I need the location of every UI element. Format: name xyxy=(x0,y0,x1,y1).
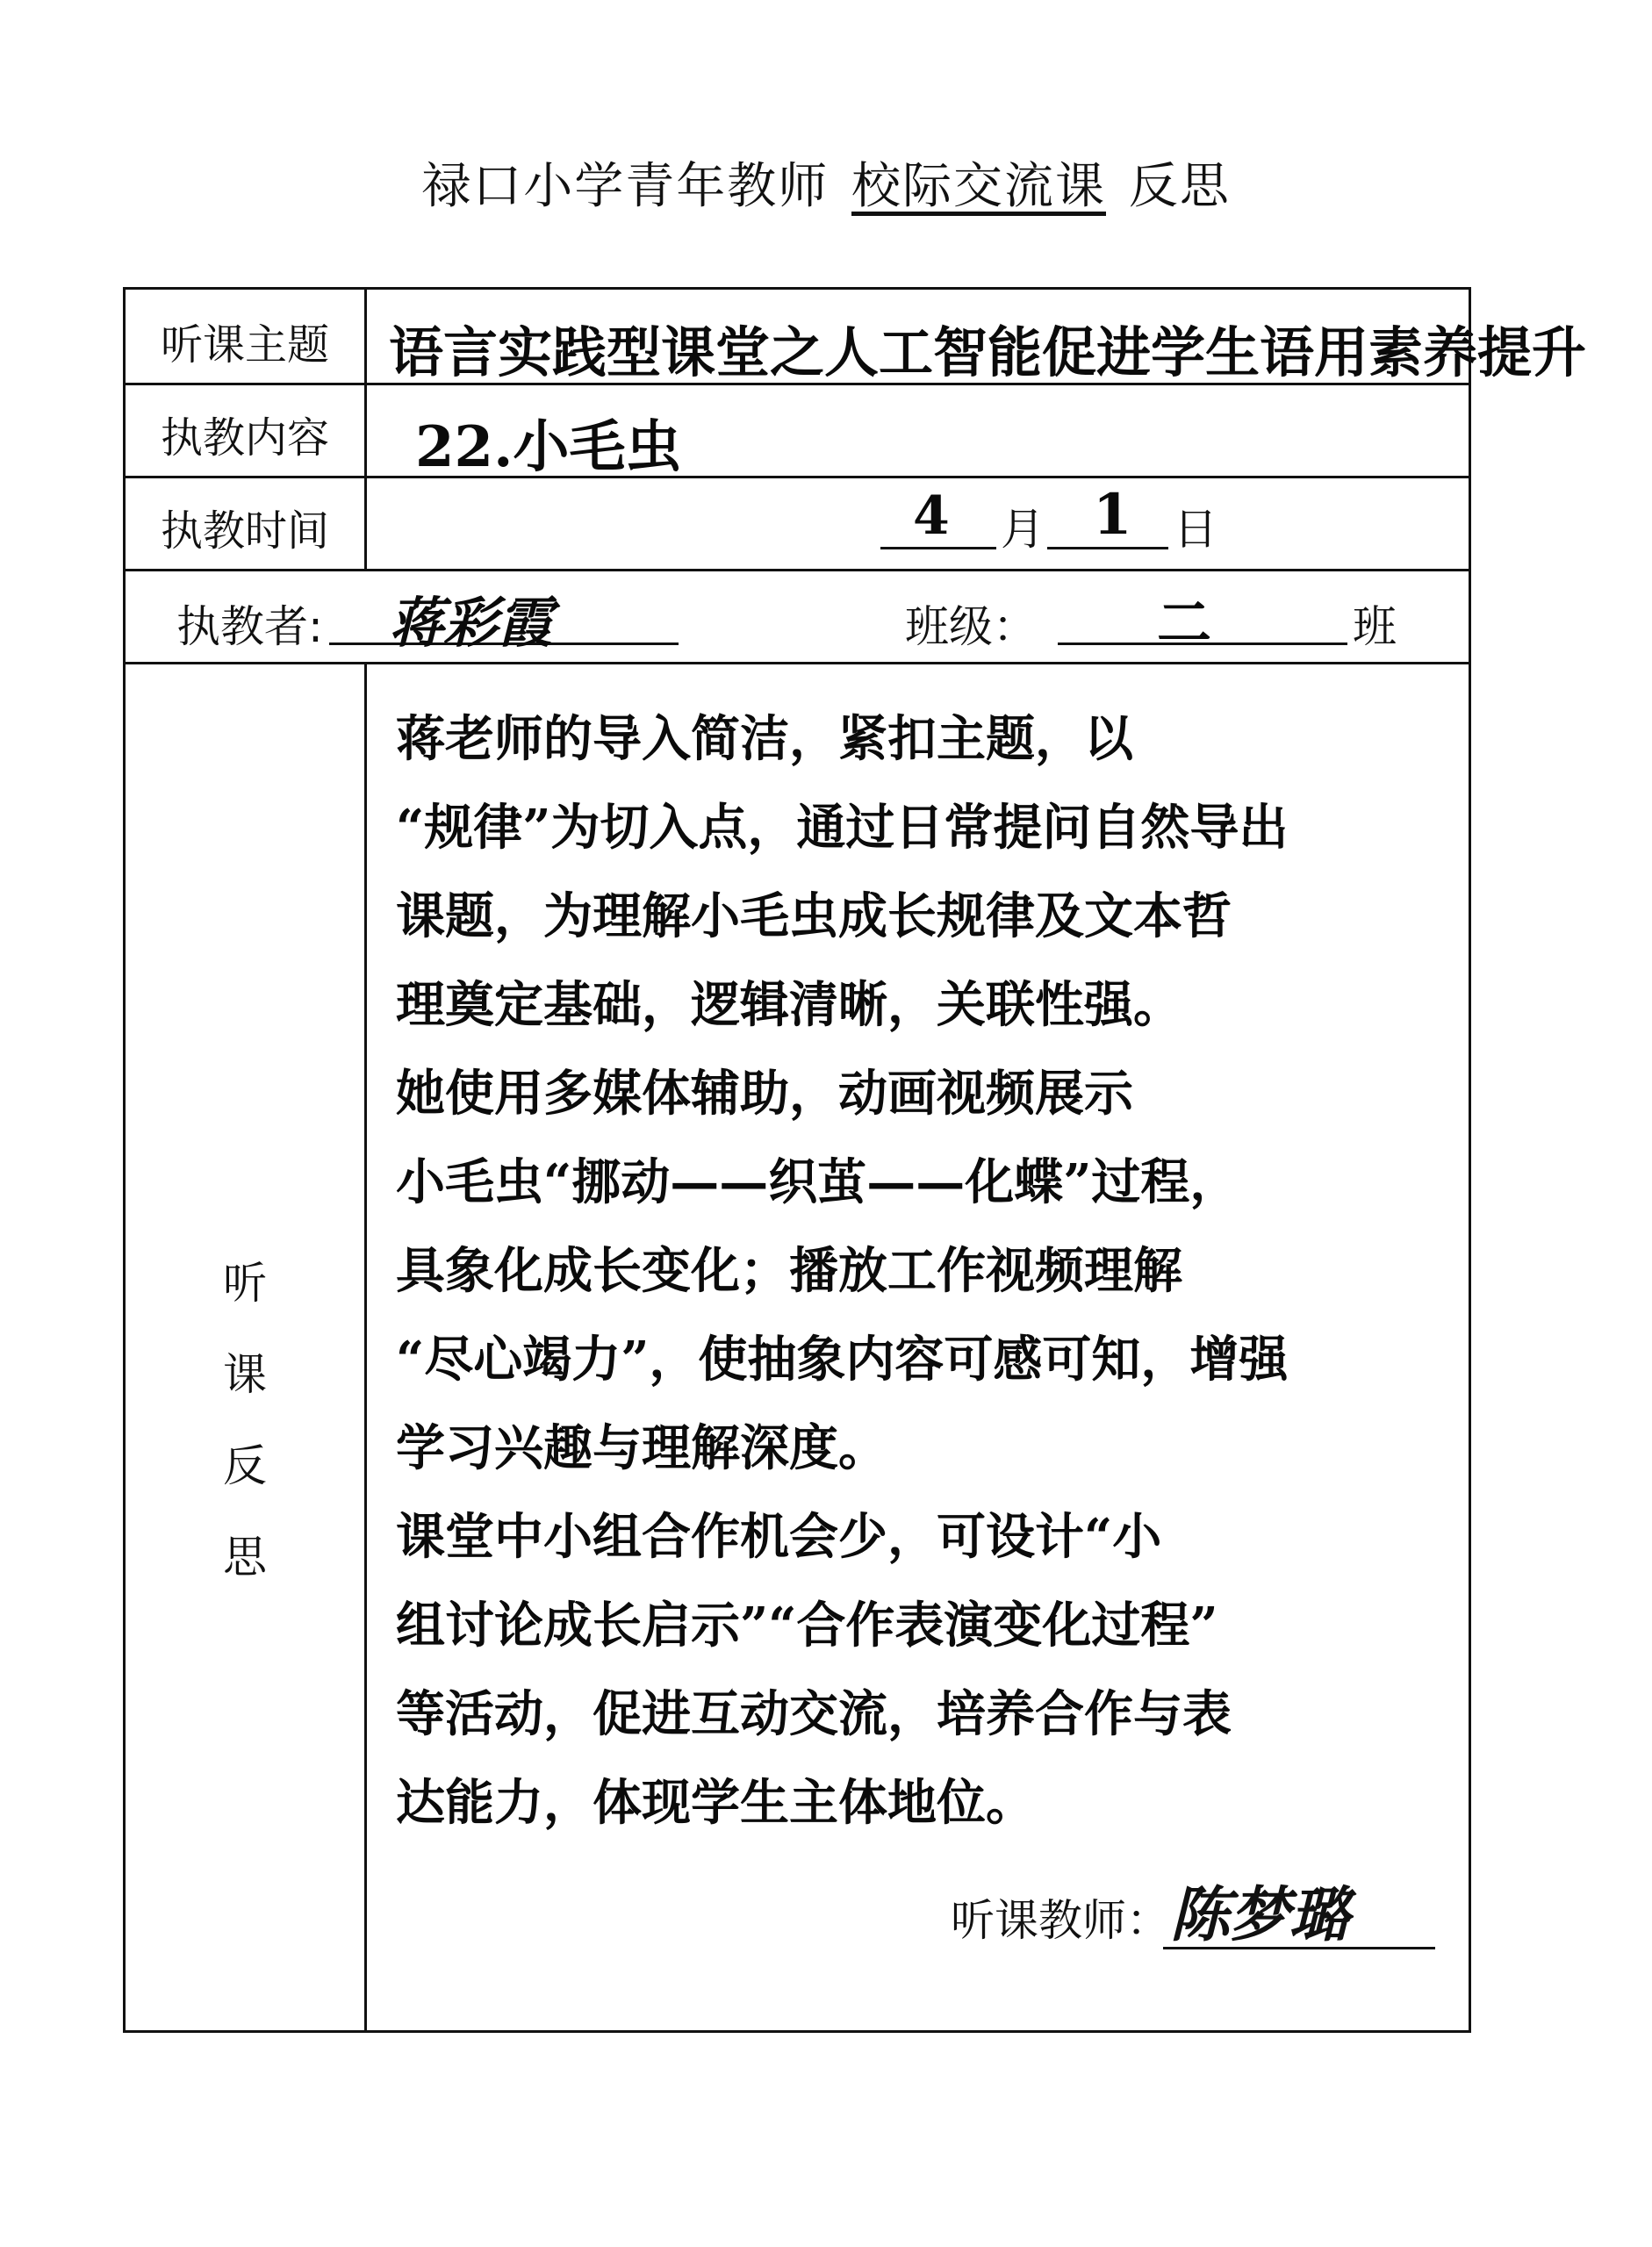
page-title xyxy=(0,147,1652,218)
date-row xyxy=(364,478,1469,571)
teacher-label: 执教者: xyxy=(176,601,323,652)
reflection-text xyxy=(396,695,1440,1848)
column-divider xyxy=(364,662,367,2030)
content-value: 22.小毛虫 xyxy=(415,414,682,480)
reflection-paragraph: 蒋老师的导入简洁，紧扣主题，以 “规律”为切入点，通过日常提问自然导出 课题，为理解小毛虫成长规律及文本哲 理奠定基础，逻辑清晰，关联性强。 xyxy=(396,710,1289,1034)
day-label: 日 xyxy=(1174,504,1217,555)
content-label: 执教内容 xyxy=(160,413,329,463)
listener-signature: 陈梦璐 xyxy=(1170,1880,1350,1950)
teacher-value: 蒋彩霞 xyxy=(389,591,553,655)
reflection-label xyxy=(126,1238,364,1603)
day-value: 1 xyxy=(1093,482,1132,548)
reflection-form xyxy=(123,287,1587,2033)
signature-underline xyxy=(1163,1947,1435,1949)
topic-label: 听课主题 xyxy=(160,320,329,370)
title-suffix: 反思 xyxy=(1128,158,1231,215)
topic-value: 语言实践型课堂之人工智能促进学生语用素养提升 xyxy=(389,320,1587,384)
reflection-label-char: 思 xyxy=(223,1532,267,1583)
time-label: 执教时间 xyxy=(160,506,329,556)
reflection-label-char: 听 xyxy=(223,1258,267,1309)
reflection-paragraph: 她使用多媒体辅助，动画视频展示 小毛虫“挪动——织茧——化蝶”过程， 具象化成长变化；播放工作视频理解 “尽心竭力”，使抽象内容可感可知，增强 学习兴趣与理解深度。 xyxy=(396,1065,1289,1477)
class-label: 班级： xyxy=(905,601,1037,652)
title-course-type: 校际交流课 xyxy=(851,158,1106,215)
title-prefix: 禄口小学青年教师 xyxy=(421,158,830,215)
reflection-label-char: 反 xyxy=(223,1440,267,1491)
reflection-paragraph: 课堂中小组合作机会少，可设计“小 组讨论成长启示”“合作表演变化过程” 等活动，促进互动交流，培养合作与表 达能力，体现学生主体地位。 xyxy=(396,1508,1232,1832)
class-suffix: 班 xyxy=(1353,601,1397,652)
class-value: 二 xyxy=(1157,591,1212,655)
month-value: 4 xyxy=(913,485,950,547)
listener-label: 听课教师： xyxy=(951,1895,1170,1946)
row-divider xyxy=(126,662,1469,664)
month-label: 月 xyxy=(1001,504,1045,555)
reflection-label-char: 课 xyxy=(223,1349,267,1400)
